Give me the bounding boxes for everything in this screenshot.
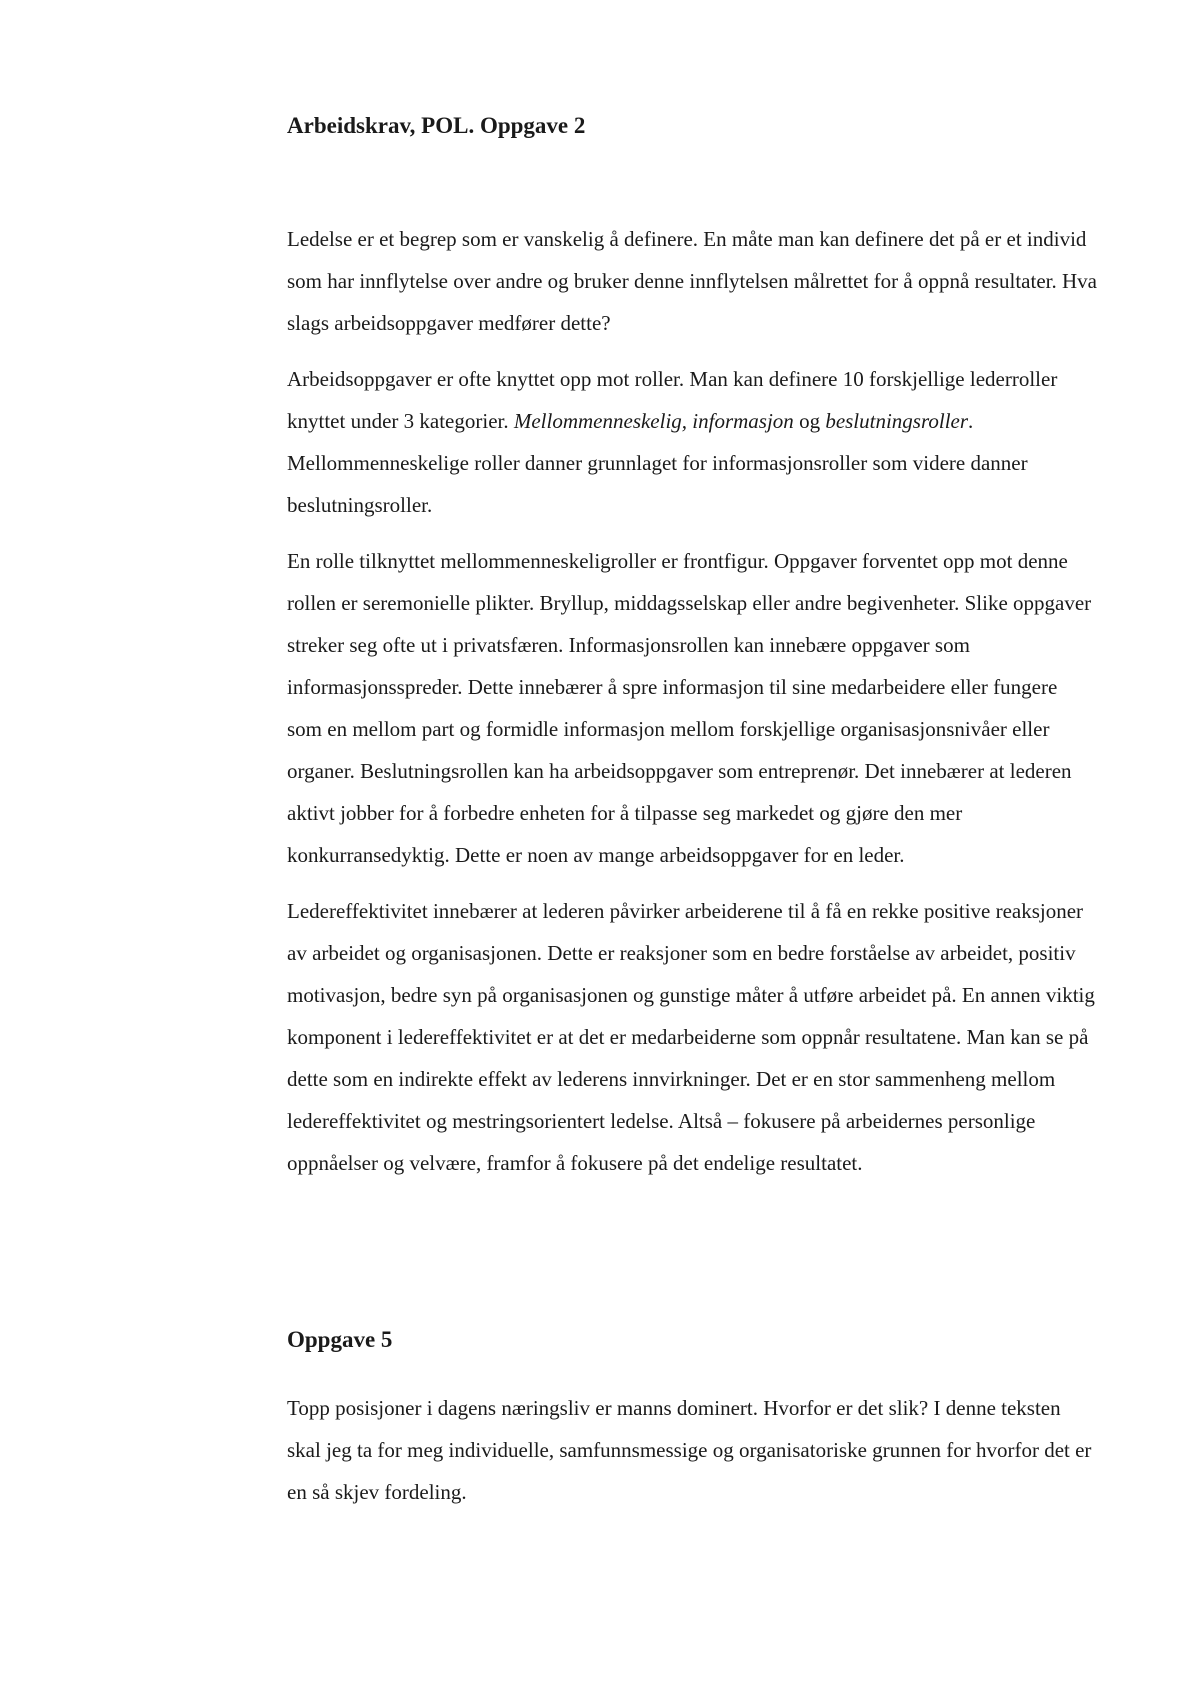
paragraph-oppgave-5: Topp posisjoner i dagens næringsliv er manns dominert. Hvorfor er det slik? I denne teksten skal jeg ta for meg individuelle, samfunnsmessige og organisatoriske grunnen for hvorfor det er en så skjev fordeling. — [287, 1396, 1092, 1505]
paragraph-roles-italic-1: Mellommenneskelig, informasjon — [513, 408, 794, 433]
document-title: Arbeidskrav, POL. Oppgave 2 — [287, 113, 586, 138]
spacer — [287, 140, 1097, 218]
spacer — [287, 1353, 1097, 1387]
spacer — [287, 526, 1097, 540]
spacer — [287, 876, 1097, 890]
paragraph-roles-text-3: . Mellommenneskelige roller danner grunnlaget for informasjonsroller som videre danner beslutningsroller. — [287, 408, 1028, 517]
paragraph-roles — [287, 358, 1097, 526]
paragraph-roles-italic-2: beslutningsroller — [825, 408, 969, 433]
paragraph-roles-text-1: Arbeidsoppgaver er ofte knyttet opp mot roller. Man kan definere 10 forskjellige lederroller knyttet under 3 kategorier. — [287, 366, 1058, 433]
paragraph-leader-effectiveness: Ledereffektivitet innebærer at lederen påvirker arbeiderene til å få en rekke positive reaksjoner av arbeidet og organisasjonen. Dette er reaksjoner som en bedre forståelse av arbeidet, positiv motivasjon, bedre syn på organisasjonen og gunstige måter å utføre arbeidet på. En annen viktig komponent i ledereffektivitet er at det er medarbeiderne som oppnår resultatene. Man kan se på dette som en indirekte effekt av lederens innvirkninger. Det er en stor sammenheng mellom ledereffektivitet og mestringsorientert ledelse. Altså – fokusere på arbeidernes personlige oppnåelser og velvære, framfor å fokusere på det endelige resultatet. — [287, 898, 1095, 1175]
spacer — [287, 344, 1097, 358]
paragraph-intro: Ledelse er et begrep som er vanskelig å definere. En måte man kan definere det på er et individ som har innflytelse over andre og bruker denne innflytelsen målrettet for å oppnå resultater. Hva slags arbeidsoppgaver medfører dette? — [287, 226, 1097, 335]
section-heading-oppgave-5: Oppgave 5 — [287, 1326, 393, 1352]
paragraph-role-examples: En rolle tilknyttet mellommenneskeligroller er frontfigur. Oppgaver forventet opp mot denne rollen er seremonielle plikter. Bryllup, middagsselskap eller andre begivenheter. Slike oppgaver streker seg ofte ut i privatsfæren. Informasjonsrollen kan innebære oppgaver som informasjonsspreder. Dette innebærer å spre informasjon til sine medarbeidere eller fungere som en mellom part og formidle informasjon mellom forskjellige organisasjonsnivåer eller organer. Beslutningsrollen kan ha arbeidsoppgaver som entreprenør. Det innebærer at lederen aktivt jobber for å forbedre enheten for å tilpasse seg markedet og gjøre den mer konkurransedyktig. Dette er noen av mange arbeidsoppgaver for en leder. — [287, 548, 1092, 867]
spacer — [287, 1184, 1097, 1326]
paragraph-roles-text-2: og — [793, 408, 826, 433]
document-content — [287, 112, 1097, 1513]
